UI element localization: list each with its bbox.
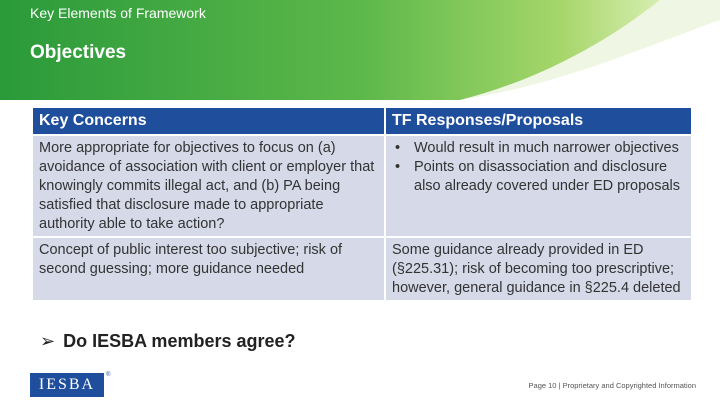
logo-text: IESBA	[38, 376, 96, 393]
footer-page-info: Page 10 | Proprietary and Copyrighted Information	[528, 381, 696, 390]
table-row	[33, 135, 691, 237]
concern-cell: More appropriate for objectives to focus on (a) avoidance of association with client or employer that knowingly commits illegal act, and (b) PA being satisfied that disclosure made to appropriate authority able to take action?	[33, 135, 385, 237]
response-bullet: • Would result in much narrower objectives	[392, 139, 686, 158]
iesba-logo	[30, 373, 104, 397]
column-header-key-concerns: Key Concerns	[33, 108, 385, 135]
registered-mark: ®	[106, 372, 111, 378]
slide-title: Objectives	[30, 42, 127, 63]
column-header-tf-responses: TF Responses/Proposals	[385, 108, 691, 135]
concerns-table	[33, 108, 691, 300]
section-label: Key Elements of Framework	[30, 5, 206, 21]
question-text: Do IESBA members agree?	[63, 331, 296, 351]
discussion-question	[40, 331, 296, 352]
concern-cell: Concept of public interest too subjective; risk of second guessing; more guidance needed	[33, 237, 385, 300]
response-list	[392, 139, 686, 196]
arrow-bullet-icon: ➢	[40, 331, 56, 351]
response-cell: Some guidance already provided in ED (§225.31); risk of becoming too prescriptive; however, general guidance in §225.4 deleted	[385, 237, 691, 300]
response-bullet: • Points on disassociation and disclosure also already covered under ED proposals	[392, 158, 686, 196]
response-cell	[385, 135, 691, 237]
table-row	[33, 237, 691, 300]
table-header-row	[33, 108, 691, 135]
